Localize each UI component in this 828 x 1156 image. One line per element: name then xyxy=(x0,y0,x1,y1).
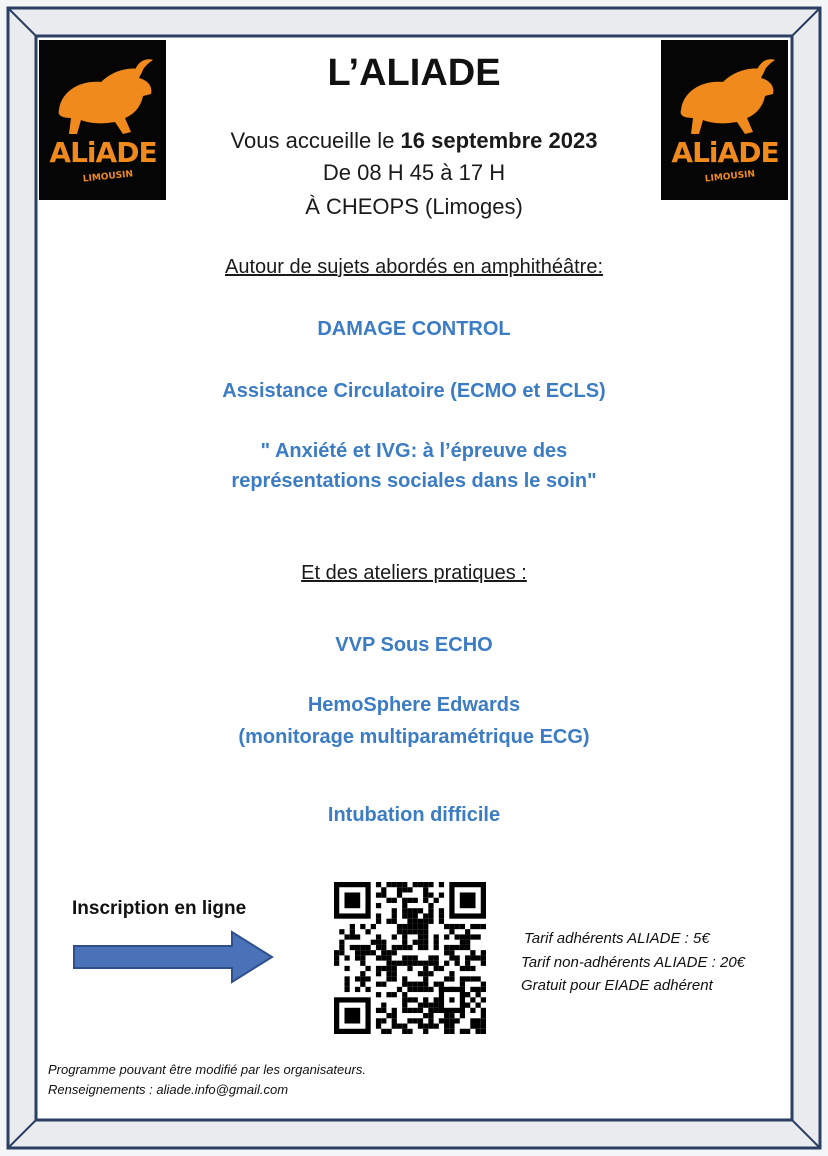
amphitheatre-heading: Autour de sujets abordés en amphithéâtre: xyxy=(224,256,604,278)
qr-code[interactable] xyxy=(334,882,486,1034)
logo-wordmark: ALiADE xyxy=(49,136,157,169)
poster-title: L’ALIADE xyxy=(327,52,501,94)
topic-item: représentations sociales dans le soin" xyxy=(231,470,597,492)
event-location: À CHEOPS (Limoges) xyxy=(305,194,523,219)
atelier-item: VVP Sous ECHO xyxy=(335,634,493,656)
logo-subtitle: LIMOUSIN xyxy=(704,169,756,185)
logo-subtitle: LIMOUSIN xyxy=(82,169,134,185)
atelier-item: (monitorage multiparamétrique ECG) xyxy=(238,726,590,748)
aliade-logo-right xyxy=(661,40,788,200)
atelier-item: HemoSphere Edwards xyxy=(307,694,521,716)
event-date: 16 septembre 2023 xyxy=(400,128,598,153)
arrow-right-icon xyxy=(72,930,276,984)
welcome-line xyxy=(170,128,658,154)
welcome-prefix: Vous accueille le xyxy=(230,128,401,153)
atelier-item: Intubation difficile xyxy=(327,804,501,826)
aliade-logo-left xyxy=(39,40,166,200)
tarif-line: Tarif non-adhérents ALIADE : 20€ xyxy=(521,954,746,971)
tarif-line: Tarif adhérents ALIADE : 5€ xyxy=(524,930,710,947)
tarif-line: Gratuit pour EIADE adhérent xyxy=(521,977,713,994)
footer-contact: Renseignements : aliade.info@gmail.com xyxy=(48,1082,289,1097)
topic-item: Assistance Circulatoire (ECMO et ECLS) xyxy=(222,380,606,402)
footer-note: Programme pouvant être modifié par les organisateurs. xyxy=(48,1062,366,1077)
event-hours: De 08 H 45 à 17 H xyxy=(322,160,506,185)
topic-item: " Anxiété et IVG: à l’épreuve des xyxy=(260,440,568,462)
topic-item: DAMAGE CONTROL xyxy=(317,318,511,340)
logo-wordmark: ALiADE xyxy=(671,136,779,169)
ateliers-heading: Et des ateliers pratiques : xyxy=(301,562,527,584)
inscription-label: Inscription en ligne xyxy=(72,898,247,919)
